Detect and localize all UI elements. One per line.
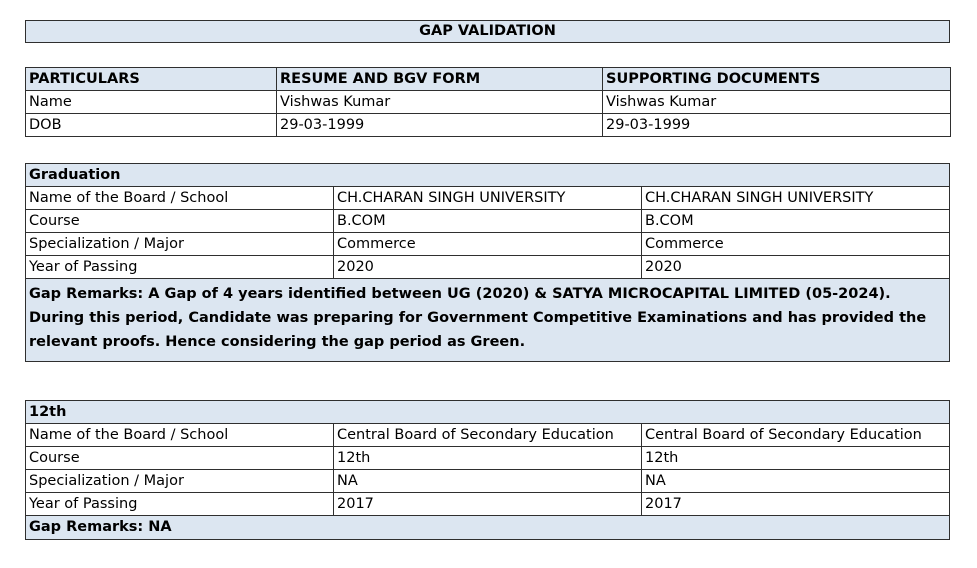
table-row (26, 424, 950, 447)
row-label: Year of Passing (26, 493, 334, 516)
supporting-value: Commerce (642, 233, 950, 256)
row-label: Course (26, 447, 334, 470)
supporting-value: 29-03-1999 (603, 114, 951, 137)
row-label: Name of the Board / School (26, 424, 334, 447)
column-header-resume-bgv: RESUME AND BGV FORM (277, 68, 603, 91)
table-row (26, 256, 950, 279)
supporting-value: 12th (642, 447, 950, 470)
resume-value: 2017 (334, 493, 642, 516)
supporting-value: 2020 (642, 256, 950, 279)
supporting-value: Central Board of Secondary Education (642, 424, 950, 447)
row-label: DOB (26, 114, 277, 137)
gap-remarks-graduation: Gap Remarks: A Gap of 4 years identified between UG (2020) & SATYA MICROCAPITAL LIMITED (05-2024). During this period, Candidate was preparing for Government Competitive Examinations and has provided the relevant proofs. Hence considering the gap period as Green. (25, 279, 950, 362)
table-row (26, 114, 951, 137)
twelfth-section (25, 400, 950, 540)
table-row (26, 470, 950, 493)
column-header-particulars: PARTICULARS (26, 68, 277, 91)
row-label: Year of Passing (26, 256, 334, 279)
resume-value: 12th (334, 447, 642, 470)
table-row (26, 233, 950, 256)
resume-value: 2020 (334, 256, 642, 279)
section-title-graduation: Graduation (26, 164, 950, 187)
resume-value: Commerce (334, 233, 642, 256)
particulars-table (25, 67, 950, 137)
supporting-value: Vishwas Kumar (603, 91, 951, 114)
supporting-value: 2017 (642, 493, 950, 516)
table-row (26, 210, 950, 233)
page-title: GAP VALIDATION (25, 20, 950, 43)
table-row (26, 493, 950, 516)
table-row (26, 447, 950, 470)
row-label: Name of the Board / School (26, 187, 334, 210)
table-header-row (26, 68, 951, 91)
row-label: Name (26, 91, 277, 114)
table-row (26, 91, 951, 114)
resume-value: Central Board of Secondary Education (334, 424, 642, 447)
section-title-12th: 12th (26, 401, 950, 424)
resume-value: NA (334, 470, 642, 493)
row-label: Specialization / Major (26, 470, 334, 493)
graduation-section (25, 163, 950, 362)
section-header-row (26, 164, 950, 187)
resume-value: 29-03-1999 (277, 114, 603, 137)
column-header-supporting-docs: SUPPORTING DOCUMENTS (603, 68, 951, 91)
section-header-row (26, 401, 950, 424)
resume-value: CH.CHARAN SINGH UNIVERSITY (334, 187, 642, 210)
resume-value: Vishwas Kumar (277, 91, 603, 114)
row-label: Course (26, 210, 334, 233)
supporting-value: B.COM (642, 210, 950, 233)
supporting-value: NA (642, 470, 950, 493)
table-row (26, 187, 950, 210)
resume-value: B.COM (334, 210, 642, 233)
row-label: Specialization / Major (26, 233, 334, 256)
gap-remarks-12th: Gap Remarks: NA (25, 516, 950, 540)
supporting-value: CH.CHARAN SINGH UNIVERSITY (642, 187, 950, 210)
